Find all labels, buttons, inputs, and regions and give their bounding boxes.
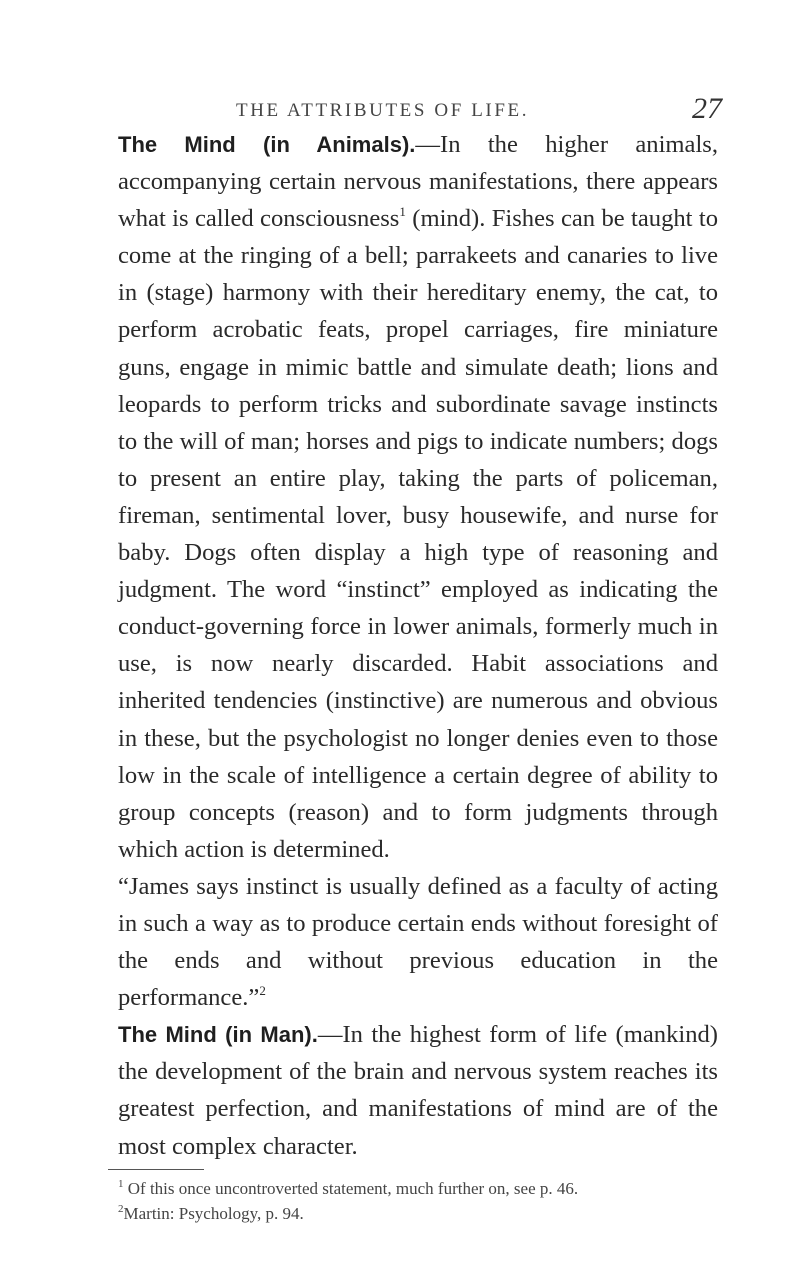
footnote-ref: 1 xyxy=(399,204,406,220)
paragraph-quote xyxy=(118,868,718,1016)
footnote-divider xyxy=(108,1169,204,1170)
running-head xyxy=(0,92,800,128)
paragraph-mind-in-animals xyxy=(118,126,718,868)
footnote-text: Martin: Psychology, p. 94. xyxy=(123,1204,304,1223)
footnote-marker: 2 xyxy=(118,1203,124,1215)
footnote-text: Of this once uncontroverted statement, much further on, see p. 46. xyxy=(127,1179,579,1198)
footnote-ref: 2 xyxy=(259,983,266,999)
running-title: THE ATTRIBUTES OF LIFE. xyxy=(236,100,530,121)
quote-text: “James says instinct is usually defined as a faculty of acting in such a way as to produce certain ends without foresight of the ends and without previous education in the performance.” xyxy=(118,872,718,1012)
section-heading-man: The Mind (in Man). xyxy=(118,1022,318,1048)
body-text xyxy=(118,126,718,1165)
footnote-marker: 1 xyxy=(118,1178,124,1190)
page-number: 27 xyxy=(692,92,722,125)
footnote xyxy=(118,1201,718,1226)
paragraph-text: —In the highest form of life (mankind) the development of the brain and nervous system reaches its greatest perfection, and manifestations of mind are of the most complex character. xyxy=(118,1021,718,1160)
paragraph-text: (mind). Fishes can be taught to come at the ringing of a bell; parrakeets and canaries to live in (stage) harmony with their hereditary enemy, the cat, to perform acrobatic feats, propel carriages, fire miniature guns, engage in mimic battle and simulate death; lions and leopards to perform tricks and subordinate savage instincts to the will of man; horses and pigs to indicate numbers; dogs to present an entire play, taking the parts of policeman, fireman, sentimental lover, busy housewife, and nurse for baby. Dogs often display a high type of reasoning and judgment. The word “instinct” employed as indicating the conduct-governing force in lower animals, formerly much in use, is now nearly discarded. Habit associations and inherited tendencies (instinctive) are numerous and obvious in these, but the psychologist no longer denies even to those low in the scale of intelligence a certain degree of ability to group concepts (reason) and to form judgments through which action is determined. xyxy=(118,205,718,863)
footnote xyxy=(118,1176,718,1201)
footnotes xyxy=(118,1176,718,1226)
section-heading-animals: The Mind (in Animals). xyxy=(118,132,416,157)
paragraph-text: —In the higher animals, accompanying certain nervous manifestations, there appears what is called consciousness xyxy=(118,131,718,233)
paragraph-mind-in-man xyxy=(118,1016,718,1164)
